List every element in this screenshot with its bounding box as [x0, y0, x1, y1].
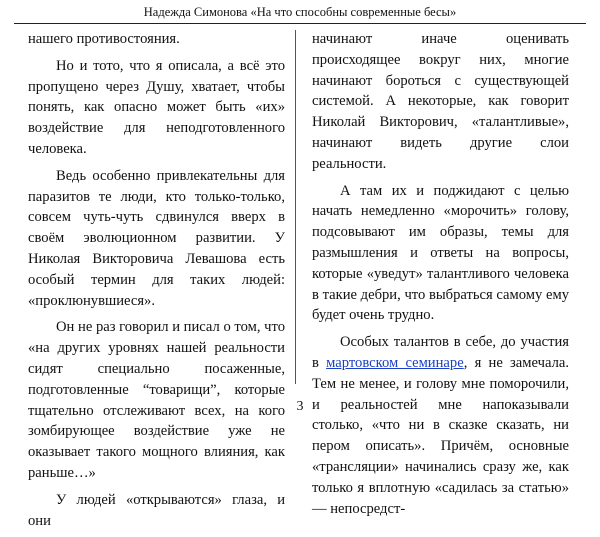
left-paragraph-3: Ведь особенно привлекательны для паразитов те люди, кто только-только, совсем чуть-чуть сдвинулся вверх в своём эволюционном развитии. У Николая Викторовича Левашова есть особый термин для таких людей: «проклюнувшиеся».: [28, 167, 285, 309]
header-rule: [14, 23, 586, 24]
right-paragraph-1: начинают иначе оценивать происходящее вокруг них, многие начинают бороться с существующей системой. А некоторые, как говорит Николай Викторович, «талантливые», начинают видеть другие слои реальности.: [312, 31, 569, 172]
left-paragraph-2: Но и тото, что я описала, а всё это пропущено через Душу, хватает, чтобы понять, как опасно может быть «их» воздействие для неподготовленного человека.: [28, 57, 285, 157]
column-divider: [295, 30, 296, 384]
right-paragraph-3: [312, 332, 569, 519]
right-paragraph-2: А там их и поджидают с целью начать немедленно «морочить» голову, подсовывают им образы, темы для размышления и ответы на вопросы, которые «уведут» талантливого человека в такие дебри, что выбраться самому ему будет очень трудно.: [312, 182, 569, 324]
right-paragraph-3-end: , я не замечала. Тем не менее, и голову мне поморочили, и реальностей мне напоказывали столько, «что ни в сказке сказать, ни пером описать». Причём, основные «трансляции» начинались сразу же, как только я вплотную «садилась за статью» — непосредст-: [312, 354, 569, 517]
right-paragraph-3-start: Особых талантов в себе, до участия в: [312, 334, 569, 371]
seminar-link[interactable]: мартовском семинаре: [326, 354, 464, 371]
running-header: Надежда Симонова «На что способны современные бесы»: [143, 5, 457, 19]
left-paragraph-4: Он не раз говорил и писал о том, что «на других уровнях нашей реальности сидят специально посаженные, подготовленные “товарищи”, которые тщательно отслеживают всех, на кого зомбирующее воздействие уже не оказывает такого мощного влияния, как раньше…»: [28, 319, 285, 481]
right-column: [312, 29, 569, 525]
left-column: [28, 29, 285, 537]
left-paragraph-1: нашего противостояния.: [28, 31, 180, 47]
left-paragraph-5: У людей «открываются» глаза, и они: [28, 491, 285, 529]
page-number: 3: [296, 399, 304, 414]
